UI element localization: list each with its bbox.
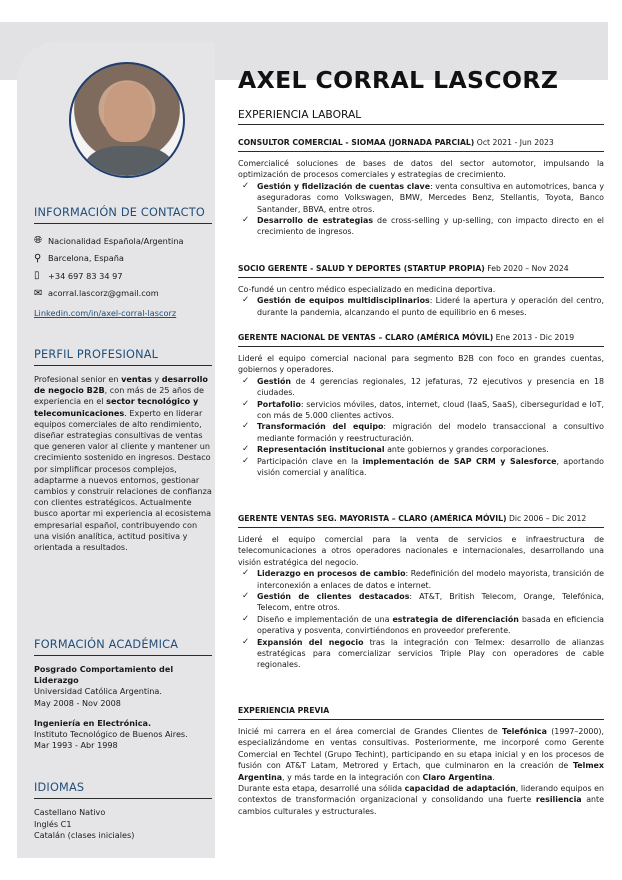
job-header: SOCIO GERENTE - SALUD Y DEPORTES (STARTUP PROPIA) Feb 2020 – Nov 2024 [238,264,604,278]
globe-icon: 🌐︎ [34,235,42,247]
list-item: ✓ Diseño e implementación de una estrategia de diferenciación basada en eficiencia operativa y posventa, convirtiéndonos en proveedor preferente. [242,614,604,637]
city-row [34,250,212,268]
language-item: Inglés C1 [34,818,72,829]
degree-title: Posgrado Comportamiento del Liderazgo [34,664,174,686]
phone-row [34,267,212,285]
job-entry [238,138,604,238]
list-item: ✓ Desarrollo de estrategias de cross-selling y up-selling, con impacto directo en el crecimiento de ingresos. [242,215,604,238]
nationality-row [34,232,212,250]
phone-text: +34 697 83 34 97 [48,270,123,281]
list-item: ✓ Gestión y fidelización de cuentas clave: venta consultiva en automotrices, banca y aseguradoras como Volkswagen, BMW, Mercedes Benz, Stellantis, Toyota, Banco Santander, BBVA, entre otros. [242,181,604,215]
job-summary: Lideré el equipo comercial para la venta de servicios e infraestructura de telecomunicaciones a otros operadores nacionales e internacionales, desarrollando una visión estratégica del negocio. [238,535,604,567]
nationality-text: Nacionalidad Española/Argentina [48,235,184,246]
school-name: Instituto Tecnológico de Buenos Aires. [34,729,188,740]
job-header: GERENTE NACIONAL DE VENTAS – CLARO (AMÉRICA MÓVIL) Ene 2013 - Dic 2019 [238,333,604,347]
linkedin-link[interactable]: Linkedin.com/in/axel-corral-lascorz [34,308,177,318]
previous-experience-text-2: Durante esta etapa, desarrollé una sólida capacidad de adaptación, liderando equipos en contextos de transformación organizacional y consolidando una fuerte resiliencia ante cambios culturales y estructurales. [238,784,605,816]
list-item: ✓ Portafolio: servicios móviles, datos, internet, cloud (IaaS, SaaS), ciberseguridad e IoT, con más de 5.000 clientes activos. [242,399,604,422]
experience-section [238,108,604,125]
job-bullets [242,181,604,238]
degree-title: Ingeniería en Electrónica. [34,717,152,728]
email-text[interactable]: acorral.lascorz@gmail.com [48,288,159,299]
city-text: Barcelona, España [48,253,124,264]
profile-section [34,348,212,553]
previous-experience-text: Inicié mi carrera en el área comercial de Grandes Clientes de Telefónica (1997–2000), especializándome en ventas consultivas. Posteriormente, me incorporé como Gerente Comercial en Techtel (Grupo Techint), participando en su etapa inicial y en los procesos de fusión con AT&T Latam, Metrored y Ertach, que culminaron en la creación de Telmex Argentina, y más tarde en la integración con Claro Argentina. [238,727,605,782]
job-entry [238,333,604,478]
education-title: FORMACIÓN ACADÉMICA [34,638,212,656]
job-summary: Comercialicé soluciones de bases de datos del sector automotor, impulsando la optimización de procesos comerciales y estrategias de crecimiento. [238,159,604,180]
email-icon: ✉ [34,287,43,299]
languages-section [34,781,212,842]
list-item: ✓ Liderazgo en procesos de cambio: Redefinición del modelo mayorista, transición de interconexión a enlaces de datos e internet. [242,568,604,591]
education-section [34,638,212,751]
school-name: Universidad Católica Argentina. [34,686,162,697]
email-row [34,285,212,303]
degree-dates: Mar 1993 - Abr 1998 [34,740,118,751]
job-header: GERENTE VENTAS SEG. MAYORISTA – CLARO (AMÉRICA MÓVIL) Dic 2006 – Dic 2012 [238,514,604,528]
previous-experience-title: EXPERIENCIA PREVIA [238,706,604,720]
previous-experience-section [238,706,604,817]
education-item [34,718,212,752]
job-bullets [242,376,604,479]
list-item: ✓ Gestión de 4 gerencias regionales, 12 jefaturas, 72 ejecutivos y presencia en 18 ciudades. [242,376,604,399]
job-entry [238,514,604,671]
photo-head [104,82,152,142]
profile-text: Profesional senior en ventas y desarrollo de negocio B2B, con más de 25 años de experiencia en el sector tecnológico y telecomunicaciones. Experto en liderar equipos comerciales de alto rendimiento, diseñar estrategias consultivas de ventas que generen valor al cliente y mantener un crecimiento sostenido en ingresos. Destaco por simplificar procesos complejos, adaptarme a nuevos entornos, gestionar cambios y construir relaciones de confianza con clientes estratégicos. Actualmente busco aportar mi experiencia al ecosistema empresarial español, contribuyendo con una visión analítica, actitud positiva y orientada a resultados. [34,374,212,553]
list-item: ✓ Expansión del negocio tras la integración con Telmex: desarrollo de alianzas estratégicas para comercializar servicios Triple Play con operadores de cable regionales. [242,637,604,671]
contact-title: INFORMACIÓN DE CONTACTO [34,206,212,224]
profile-title: PERFIL PROFESIONAL [34,348,212,366]
candidate-name: AXEL CORRAL LASCORZ [238,66,559,94]
photo-shirt [85,146,173,178]
language-item: Castellano Nativo [34,807,106,817]
education-item [34,664,212,709]
language-item: Catalán (clases iniciales) [34,830,135,840]
job-bullets [242,295,604,318]
list-item: ✓ Transformación del equipo: migración del modelo transaccional a consultivo mediante formación y reestructuración. [242,421,604,444]
job-summary: Co-fundé un centro médico especializado en medicina deportiva. [238,285,496,294]
profile-photo [69,62,185,178]
list-item: ✓ Representación institucional ante gobiernos y grandes corporaciones. [242,444,604,455]
list-item: ✓ Gestión de clientes destacados: AT&T, British Telecom, Orange, Telefónica, Telecom, entre otros. [242,591,604,614]
degree-dates: May 2008 - Nov 2008 [34,697,121,708]
contact-section [34,206,212,318]
job-summary: Lideré el equipo comercial nacional para segmento B2B con foco en grandes cuentas, gobiernos y operadores. [238,354,604,375]
job-entry [238,264,604,318]
map-pin-icon: ⚲ [34,252,42,264]
job-bullets [242,568,604,671]
list-item: ✓ Gestión de equipos multidisciplinarios: Lideré la apertura y operación del centro, durante la pandemia, alcanzando el punto de equilibrio en 6 meses. [242,295,604,318]
job-header: CONSULTOR COMERCIAL - SIOMAA (JORNADA PARCIAL) Oct 2021 - Jun 2023 [238,138,604,152]
phone-icon: ▯ [34,270,40,282]
experience-title: EXPERIENCIA LABORAL [238,108,604,125]
list-item: ✓ Participación clave en la implementación de SAP CRM y Salesforce, aportando visión comercial y analítica. [242,456,604,479]
languages-title: IDIOMAS [34,781,212,799]
